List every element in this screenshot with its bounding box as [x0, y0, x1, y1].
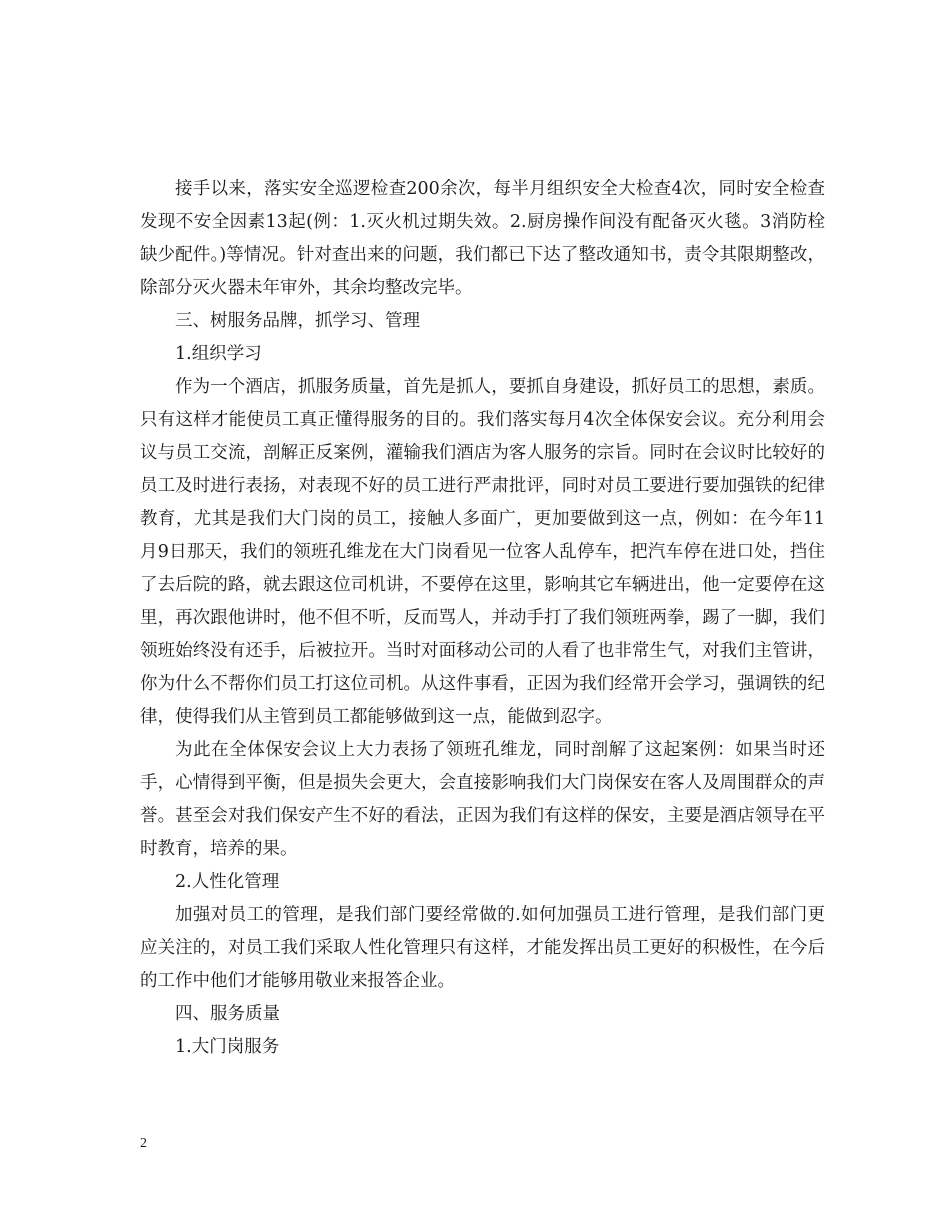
section-heading-service-quality: 四、服务质量 — [175, 1004, 280, 1024]
subheading-humanized-management: 2.人性化管理 — [175, 872, 280, 892]
page-number: 2 — [140, 1136, 147, 1151]
section-heading-service-brand: 三、树服务品牌，抓学习、管理 — [175, 311, 420, 331]
document-body — [140, 173, 825, 1064]
subheading-organize-learning: 1.组织学习 — [175, 344, 262, 364]
paragraph-safety-inspection: 接手以来，落实安全巡逻检查200余次，每半月组织安全大检查4次，同时安全检查发现不安全因素13起(例：1.灭火机过期失效。2.厨房操作间没有配备灭火毯。3消防栓缺少配件。)等情况。针对查出来的问题，我们都已下达了整改通知书，责令其限期整改，除部分灭火器未年审外，其余均整改完毕。 — [140, 179, 825, 298]
paragraph-commendation: 为此在全体保安会议上大力表扬了领班孔维龙，同时剖解了这起案例：如果当时还手，心情得到平衡，但是损失会更大，会直接影响我们大门岗保安在客人及周围群众的声誉。甚至会对我们保安产生不好的看法，正因为我们有这样的保安，主要是酒店领导在平时教育，培养的果。 — [140, 740, 825, 859]
paragraph-learning-case: 作为一个酒店，抓服务质量，首先是抓人，要抓自身建设，抓好员工的思想，素质。只有这样才能使员工真正懂得服务的目的。我们落实每月4次全体保安会议。充分利用会议与员工交流，剖解正反案例，灌输我们酒店为客人服务的宗旨。同时在会议时比较好的员工及时进行表扬，对表现不好的员工进行严肃批评，同时对员工要进行要加强铁的纪律教育，尤其是我们大门岗的员工，接触人多面广，更加要做到这一点，例如：在今年11月9日那天，我们的领班孔维龙在大门岗看见一位客人乱停车，把汽车停在进口处，挡住了去后院的路，就去跟这位司机讲，不要停在这里，影响其它车辆进出，他一定要停在这里，再次跟他讲时，他不但不听，反而骂人，并动手打了我们领班两拳，踢了一脚，我们领班始终没有还手，后被拉开。当时对面移动公司的人看了也非常生气，对我们主管讲，你为什么不帮你们员工打这位司机。从这件事看，正因为我们经常开会学习，强调铁的纪律，使得我们从主管到员工都能够做到这一点，能做到忍字。 — [140, 377, 825, 727]
paragraph-humanized-management: 加强对员工的管理，是我们部门要经常做的.如何加强员工进行管理，是我们部门更应关注的，对员工我们采取人性化管理只有这样，才能发挥出员工更好的积极性，在今后的工作中他们才能够用敬业来报答企业。 — [140, 905, 825, 991]
subheading-gate-service: 1.大门岗服务 — [175, 1037, 280, 1057]
